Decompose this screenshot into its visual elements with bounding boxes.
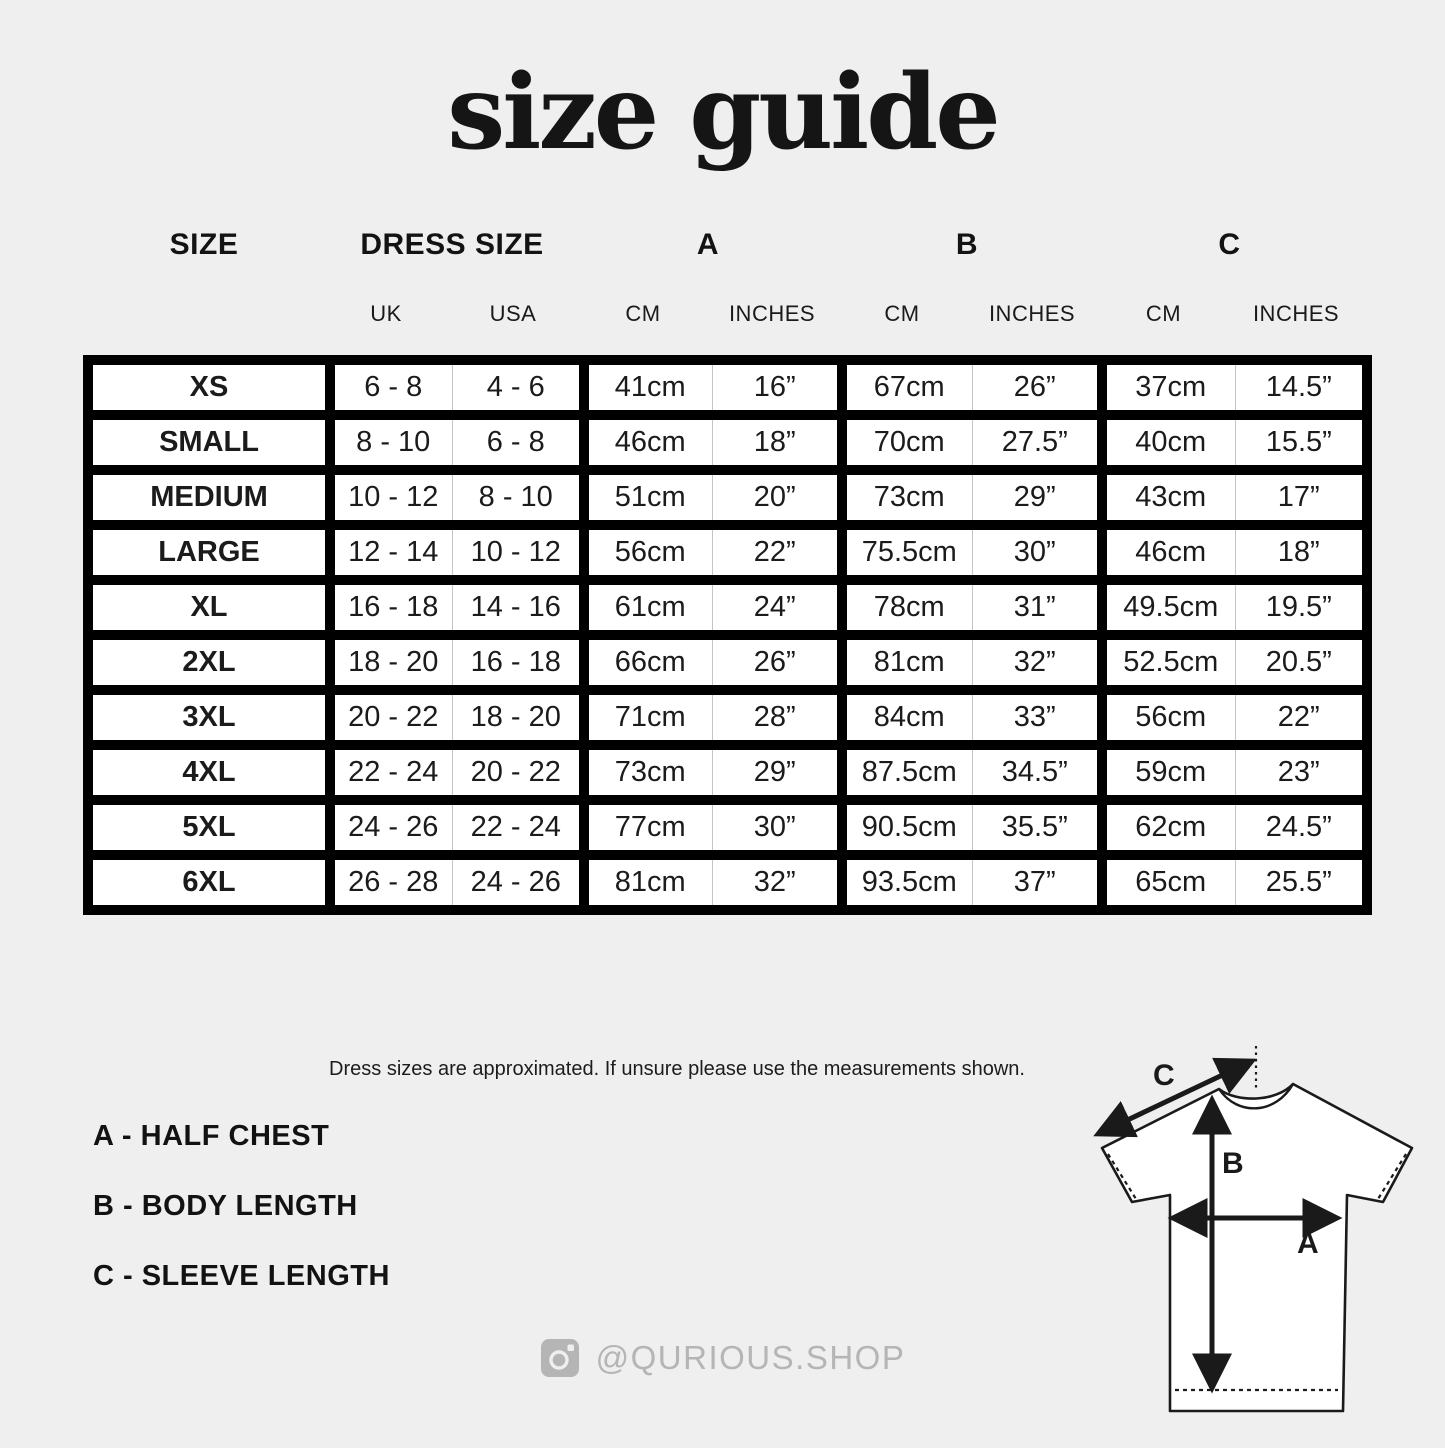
cell-a-cm: 71cm <box>584 690 712 745</box>
cell-a-cm: 51cm <box>584 470 712 525</box>
legend-body-length: B - BODY LENGTH <box>93 1190 358 1222</box>
cell-b-in: 37” <box>972 855 1102 910</box>
cell-b-in: 26” <box>972 360 1102 415</box>
cell-size: XS <box>88 360 330 415</box>
cell-usa: 18 - 20 <box>452 690 584 745</box>
table-row <box>88 690 1367 745</box>
cell-b-cm: 93.5cm <box>842 855 972 910</box>
page-title: size guide <box>447 52 998 173</box>
cell-c-in: 22” <box>1235 690 1367 745</box>
column-header-dress-size: DRESS SIZE <box>360 228 544 261</box>
cell-c-in: 25.5” <box>1235 855 1367 910</box>
cell-c-cm: 65cm <box>1102 855 1235 910</box>
cell-uk: 12 - 14 <box>330 525 452 580</box>
table-row <box>88 635 1367 690</box>
cell-b-in: 34.5” <box>972 745 1102 800</box>
cell-b-cm: 87.5cm <box>842 745 972 800</box>
cell-a-in: 24” <box>712 580 842 635</box>
sub-header-a-inches: INCHES <box>728 301 816 326</box>
column-header-size: SIZE <box>169 228 239 261</box>
cell-c-in: 24.5” <box>1235 800 1367 855</box>
diagram-label-c: C <box>1153 1059 1175 1092</box>
table-row <box>88 800 1367 855</box>
cell-size: LARGE <box>88 525 330 580</box>
sub-header-b-cm: CM <box>884 301 920 326</box>
cell-usa: 16 - 18 <box>452 635 584 690</box>
cell-size: 6XL <box>88 855 330 910</box>
cell-uk: 18 - 20 <box>330 635 452 690</box>
cell-a-cm: 46cm <box>584 415 712 470</box>
sub-header-c-inches: INCHES <box>1252 301 1340 326</box>
cell-a-in: 16” <box>712 360 842 415</box>
column-header-c: C <box>1218 228 1241 261</box>
cell-a-in: 28” <box>712 690 842 745</box>
cell-size: MEDIUM <box>88 470 330 525</box>
cell-c-in: 17” <box>1235 470 1367 525</box>
cell-a-in: 30” <box>712 800 842 855</box>
cell-b-in: 29” <box>972 470 1102 525</box>
cell-size: SMALL <box>88 415 330 470</box>
sub-header-uk: UK <box>370 301 402 326</box>
cell-b-cm: 90.5cm <box>842 800 972 855</box>
column-header-b: B <box>955 228 979 261</box>
cell-usa: 20 - 22 <box>452 745 584 800</box>
cell-a-in: 26” <box>712 635 842 690</box>
cell-b-cm: 75.5cm <box>842 525 972 580</box>
cell-a-in: 32” <box>712 855 842 910</box>
table-group-headers <box>83 228 1363 262</box>
cell-uk: 26 - 28 <box>330 855 452 910</box>
tshirt-measurement-diagram <box>1050 1038 1445 1443</box>
table-row <box>88 525 1367 580</box>
cell-size: 2XL <box>88 635 330 690</box>
sub-header-c-cm: CM <box>1145 301 1182 326</box>
cell-b-cm: 70cm <box>842 415 972 470</box>
measurement-legend <box>93 1120 390 1330</box>
cell-c-in: 18” <box>1235 525 1367 580</box>
legend-half-chest: A - HALF CHEST <box>93 1120 330 1152</box>
cell-b-in: 32” <box>972 635 1102 690</box>
cell-a-in: 29” <box>712 745 842 800</box>
instagram-handle: @QURIOUS.SHOP <box>595 1339 906 1376</box>
cell-uk: 6 - 8 <box>330 360 452 415</box>
cell-c-in: 15.5” <box>1235 415 1367 470</box>
cell-b-in: 30” <box>972 525 1102 580</box>
cell-b-in: 35.5” <box>972 800 1102 855</box>
cell-a-in: 18” <box>712 415 842 470</box>
cell-uk: 24 - 26 <box>330 800 452 855</box>
table-row <box>88 855 1367 910</box>
cell-a-cm: 73cm <box>584 745 712 800</box>
sub-header-usa: USA <box>489 301 537 326</box>
cell-c-cm: 62cm <box>1102 800 1235 855</box>
tshirt-outline <box>1102 1084 1412 1411</box>
cell-uk: 16 - 18 <box>330 580 452 635</box>
table-row <box>88 580 1367 635</box>
approximation-note: Dress sizes are approximated. If unsure please use the measurements shown. <box>329 1058 1025 1080</box>
column-header-a: A <box>696 228 720 261</box>
cell-a-in: 20” <box>712 470 842 525</box>
cell-a-cm: 41cm <box>584 360 712 415</box>
sub-header-b-inches: INCHES <box>988 301 1076 326</box>
cell-b-cm: 73cm <box>842 470 972 525</box>
cell-usa: 6 - 8 <box>452 415 584 470</box>
table-sub-headers <box>83 301 1363 327</box>
cell-a-cm: 66cm <box>584 635 712 690</box>
size-table <box>83 355 1372 915</box>
cell-size: 5XL <box>88 800 330 855</box>
cell-c-cm: 59cm <box>1102 745 1235 800</box>
cell-a-in: 22” <box>712 525 842 580</box>
cell-b-cm: 67cm <box>842 360 972 415</box>
cell-a-cm: 61cm <box>584 580 712 635</box>
cell-size: XL <box>88 580 330 635</box>
legend-sleeve-length: C - SLEEVE LENGTH <box>93 1260 390 1292</box>
cell-c-in: 23” <box>1235 745 1367 800</box>
cell-c-cm: 37cm <box>1102 360 1235 415</box>
cell-b-in: 33” <box>972 690 1102 745</box>
cell-usa: 22 - 24 <box>452 800 584 855</box>
table-row <box>88 360 1367 415</box>
cell-uk: 22 - 24 <box>330 745 452 800</box>
cell-c-cm: 40cm <box>1102 415 1235 470</box>
cell-a-cm: 81cm <box>584 855 712 910</box>
table-row <box>88 470 1367 525</box>
cell-c-in: 20.5” <box>1235 635 1367 690</box>
cell-size: 3XL <box>88 690 330 745</box>
sub-header-a-cm: CM <box>625 301 661 326</box>
cell-b-in: 27.5” <box>972 415 1102 470</box>
cell-b-cm: 81cm <box>842 635 972 690</box>
cell-uk: 20 - 22 <box>330 690 452 745</box>
cell-b-in: 31” <box>972 580 1102 635</box>
cell-usa: 4 - 6 <box>452 360 584 415</box>
cell-a-cm: 77cm <box>584 800 712 855</box>
cell-size: 4XL <box>88 745 330 800</box>
cell-c-cm: 52.5cm <box>1102 635 1235 690</box>
cell-c-cm: 49.5cm <box>1102 580 1235 635</box>
cell-c-cm: 43cm <box>1102 470 1235 525</box>
cell-c-cm: 46cm <box>1102 525 1235 580</box>
cell-b-cm: 84cm <box>842 690 972 745</box>
cell-a-cm: 56cm <box>584 525 712 580</box>
table-row <box>88 745 1367 800</box>
cell-c-cm: 56cm <box>1102 690 1235 745</box>
table-row <box>88 415 1367 470</box>
instagram-icon <box>540 1338 580 1378</box>
cell-usa: 8 - 10 <box>452 470 584 525</box>
cell-c-in: 19.5” <box>1235 580 1367 635</box>
diagram-label-a: A <box>1297 1227 1319 1260</box>
tshirt-diagram-svg <box>1050 1038 1445 1443</box>
cell-usa: 10 - 12 <box>452 525 584 580</box>
cell-usa: 14 - 16 <box>452 580 584 635</box>
cell-uk: 8 - 10 <box>330 415 452 470</box>
diagram-label-b: B <box>1222 1147 1244 1180</box>
cell-b-cm: 78cm <box>842 580 972 635</box>
cell-c-in: 14.5” <box>1235 360 1367 415</box>
cell-usa: 24 - 26 <box>452 855 584 910</box>
cell-uk: 10 - 12 <box>330 470 452 525</box>
